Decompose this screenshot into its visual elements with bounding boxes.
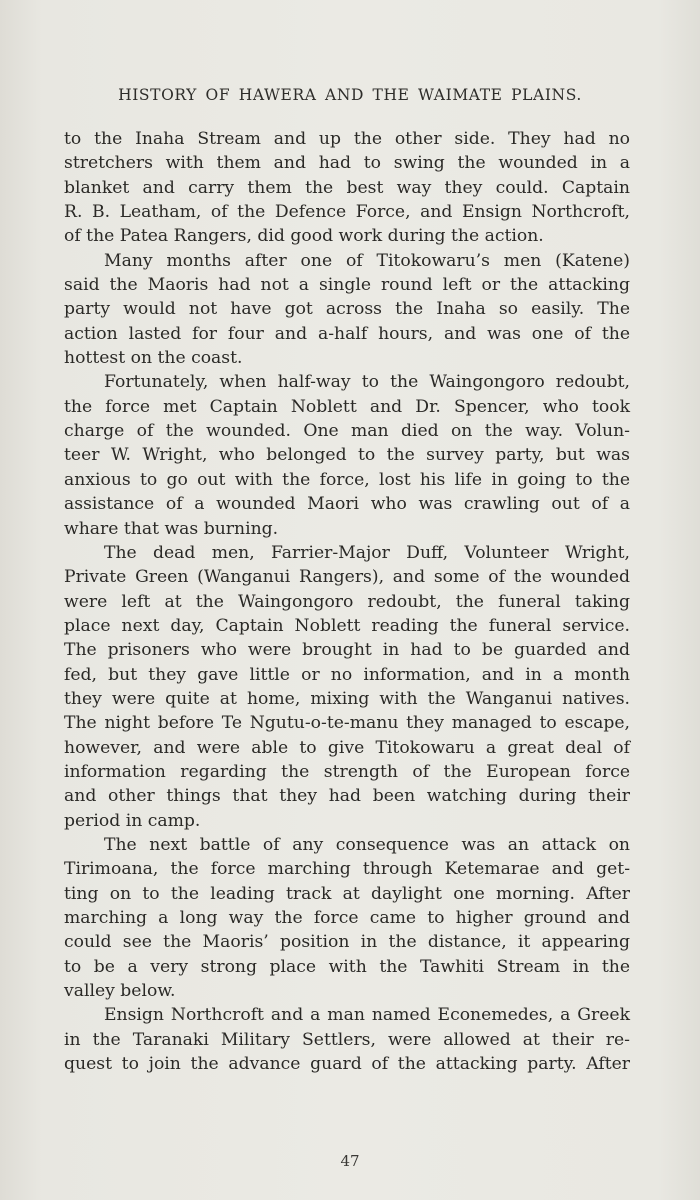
text-line: however, and were able to give Titokowaru a great deal of <box>64 737 630 758</box>
text-line: Tirimoana, the force marching through Ketemarae and get- <box>64 859 630 880</box>
running-head: HISTORY OF HAWERA AND THE WAIMATE PLAINS. <box>118 86 582 104</box>
text-line: party would not have got across the Inaha so easily. The <box>64 299 630 320</box>
text-line: action lasted for four and a-half hours, and was one of the <box>64 323 630 344</box>
text-line: information regarding the strength of the European force <box>64 761 630 782</box>
text-line: and other things that they had been watching during their <box>64 786 630 807</box>
text-line: Many months after one of Titokowaru’s men (Katene) <box>104 250 630 271</box>
text-line: quest to join the advance guard of the attacking party. After <box>64 1054 630 1075</box>
text-line: Ensign Northcroft and a man named Econemedes, a Greek <box>104 1005 630 1026</box>
text-line: valley below. <box>64 981 176 1002</box>
text-line: fed, but they gave little or no information, and in a month <box>64 664 630 685</box>
text-line: in the Taranaki Military Settlers, were allowed at their re- <box>64 1029 630 1050</box>
text-line: R. B. Leatham, of the Defence Force, and Ensign Northcroft, <box>64 202 630 223</box>
text-line: blanket and carry them the best way they could. Captain <box>64 177 630 198</box>
text-line: The prisoners who were brought in had to be guarded and <box>64 640 630 661</box>
page-number: 47 <box>340 1152 360 1170</box>
text-line: charge of the wounded. One man died on the way. Volun- <box>64 421 630 442</box>
text-line: period in camp. <box>64 810 201 831</box>
text-line: The next battle of any consequence was an attack on <box>104 834 630 855</box>
paragraph <box>64 1003 630 1076</box>
text-line: place next day, Captain Noblett reading the funeral service. <box>64 615 630 636</box>
text-line: the force met Captain Noblett and Dr. Spencer, who took <box>64 396 630 417</box>
text-line: marching a long way the force came to higher ground and <box>64 908 630 928</box>
text-line: said the Maoris had not a single round left or the attacking <box>64 275 630 296</box>
body-text <box>64 127 630 1076</box>
text-line: The dead men, Farrier-Major Duff, Volunteer Wright, <box>104 542 630 563</box>
text-line: whare that was burning. <box>64 518 279 539</box>
text-line: Private Green (Wanganui Rangers), and some of the wounded <box>64 567 630 588</box>
text-line: The night before Te Ngutu-o-te-manu they managed to escape, <box>64 713 630 734</box>
text-line: could see the Maoris’ position in the distance, it appearing <box>64 932 630 953</box>
text-line: to the Inaha Stream and up the other side. They had no <box>64 129 630 149</box>
text-line: stretchers with them and had to swing the wounded in a <box>64 153 630 174</box>
text-line: they were quite at home, mixing with the Wanganui natives. <box>64 688 630 709</box>
text-line: teer W. Wright, who belonged to the survey party, but was <box>64 445 630 466</box>
text-line: of the Patea Rangers, did good work during the action. <box>64 226 544 247</box>
paragraph <box>64 249 630 371</box>
text-line: anxious to go out with the force, lost his life in going to the <box>64 469 630 490</box>
text-line: were left at the Waingongoro redoubt, the funeral taking <box>64 591 630 612</box>
paragraph <box>64 127 630 249</box>
paragraph <box>64 370 630 540</box>
text-line: hottest on the coast. <box>64 348 243 369</box>
text-line: to be a very strong place with the Tawhiti Stream in the <box>64 956 630 977</box>
paragraph <box>64 833 630 1003</box>
text-line: assistance of a wounded Maori who was crawling out of a <box>64 494 630 515</box>
text-line: ting on to the leading track at daylight one morning. After <box>64 883 630 904</box>
paragraph <box>64 541 630 833</box>
text-line: Fortunately, when half-way to the Waingongoro redoubt, <box>104 372 630 393</box>
